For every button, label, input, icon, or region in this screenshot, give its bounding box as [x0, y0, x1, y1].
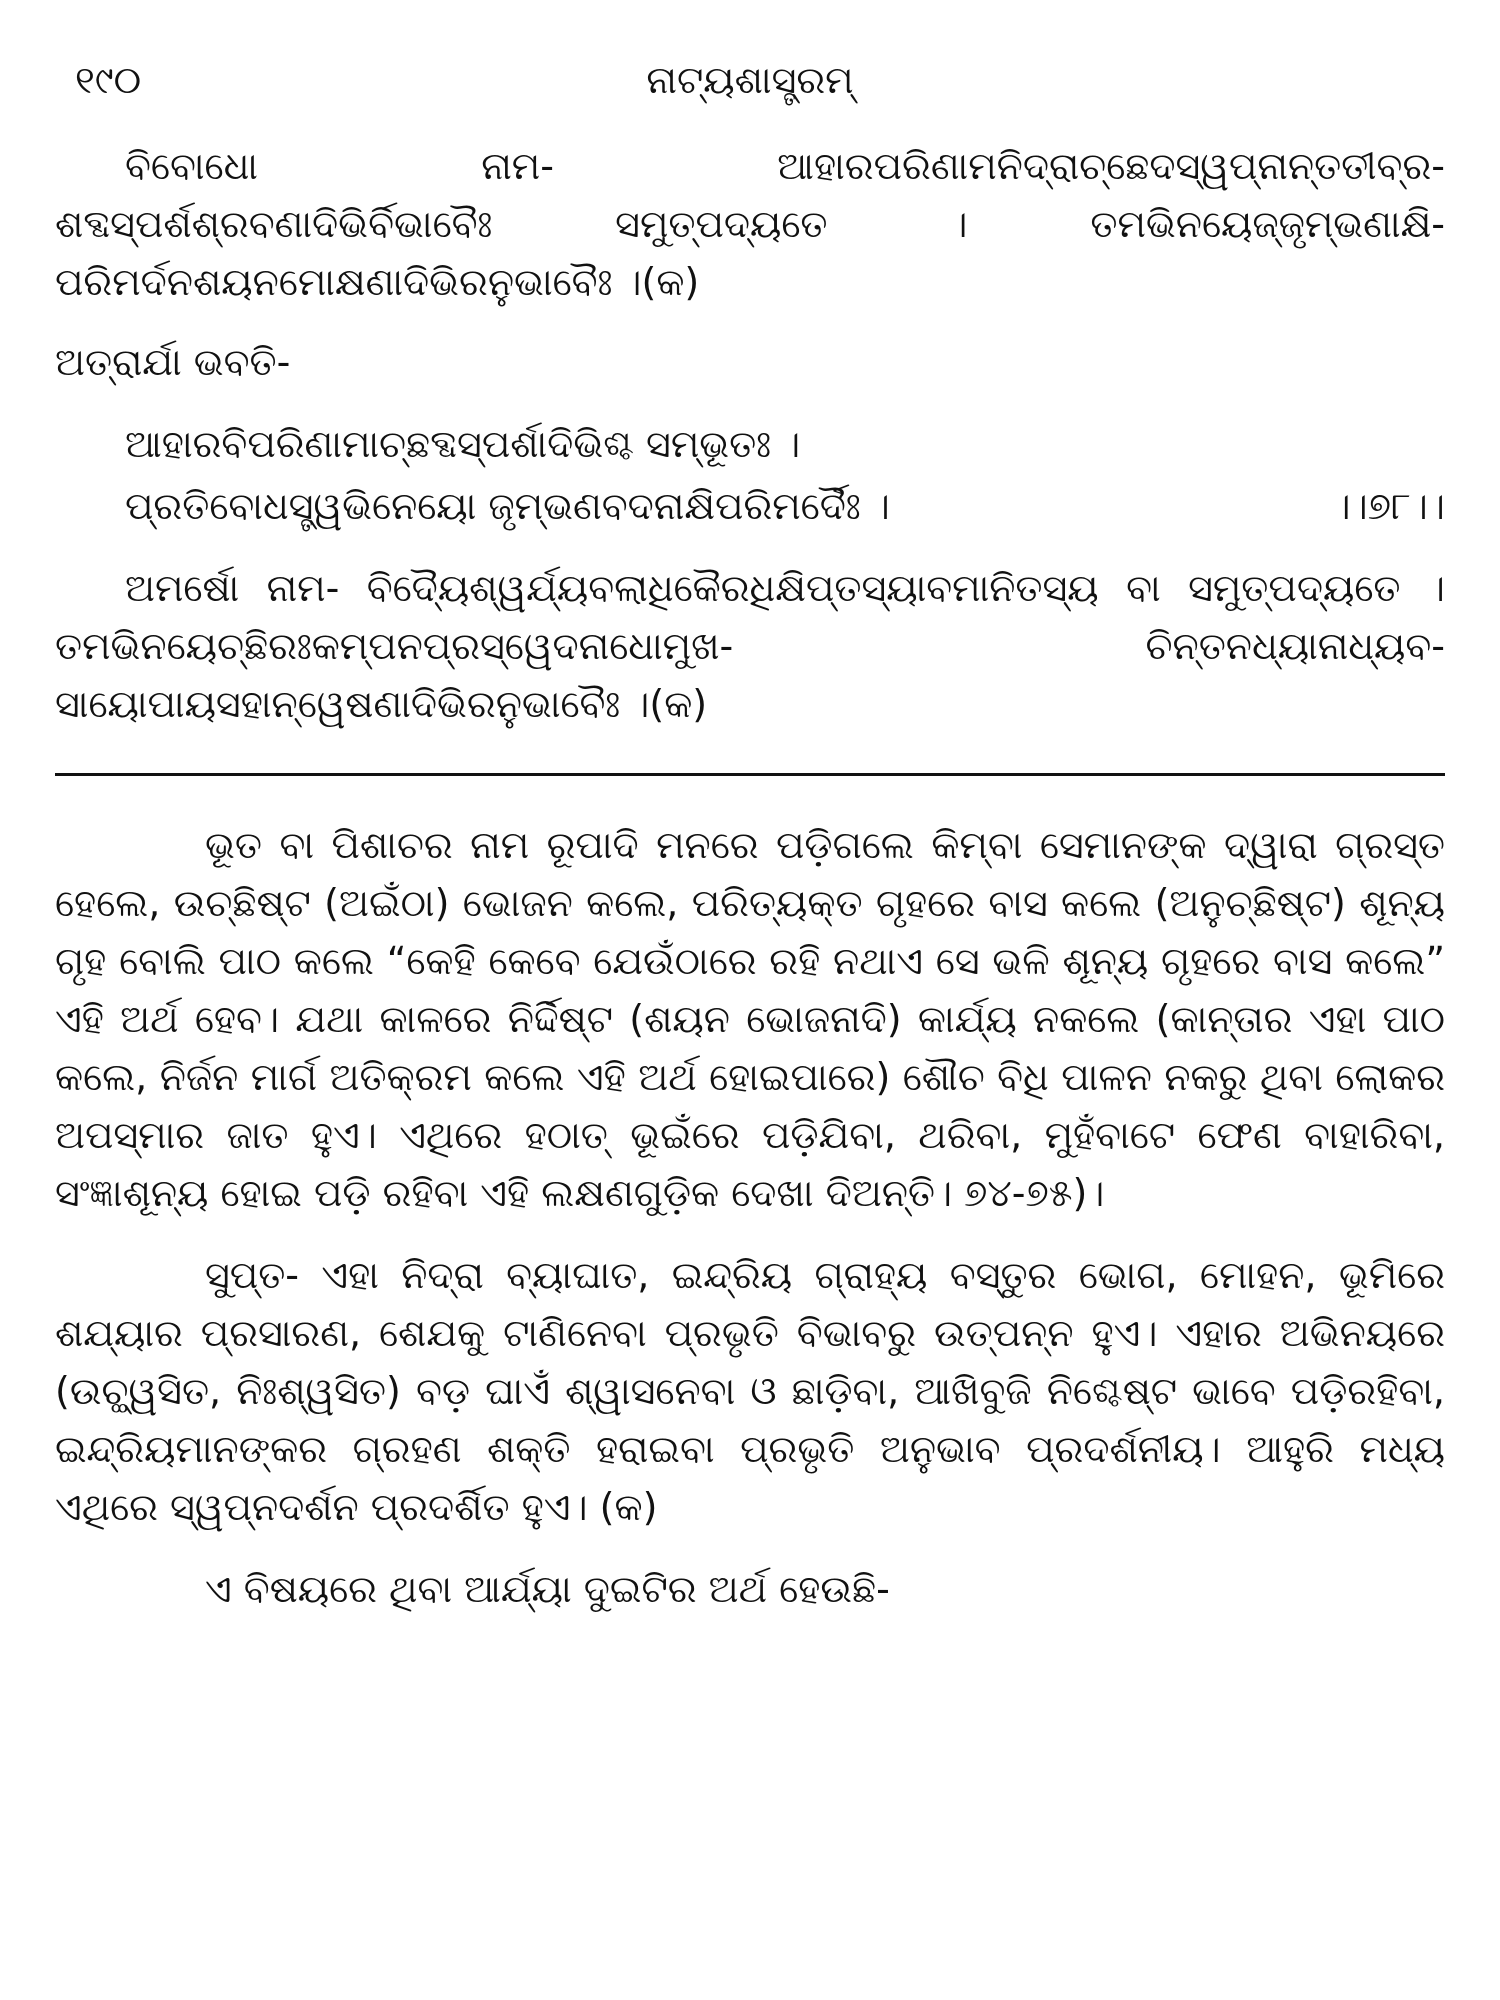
sanskrit-paragraph-vibodha: ବିବୋଧୋ ନାମ- ଆହାରପରିଣାମନିଦ୍ରାଚ୍ଛେଦସ୍ୱପ୍ନାନ୍ତତୀବ୍ର- ଶବ୍ଦସ୍ପର୍ଶଶ୍ରବଣାଦିଭିର୍ବିଭାବୈଃ ସମୁତ୍ପଦ୍ୟତେ । ତମଭିନୟେଜ୍ଜୃମ୍ଭଣାକ୍ଷି- ପରିମର୍ଦନଶୟନମୋକ୍ଷଣାଦିଭିରନୁଭାବୈଃ ।(କ) [55, 144, 1445, 304]
commentary-paragraph-3: ଏ ବିଷୟରେ ଥିବା ଆର୍ଯ୍ୟା ଦୁଇଟିର ଅର୍ଥ ହେଉଛି- [205, 1567, 890, 1611]
sanskrit-arya-intro: ଅତ୍ରାର୍ଯା ଭବତି- [55, 340, 291, 384]
verse-line-2 [125, 475, 1445, 537]
page-number: ୧୯୦ [75, 58, 142, 102]
sanskrit-text-block [55, 137, 1445, 733]
page-header [55, 45, 1445, 115]
commentary-paragraph-1: ଭୂତ ବା ପିଶାଚର ନାମ ରୂପାଦି ମନରେ ପଡ଼ିଗଲେ କିମ୍ବା ସେମାନଙ୍କ ଦ୍ୱାରା ଗ୍ରସ୍ତ ହେଲେ, ଉଚ୍ଛିଷ୍ଟ (ଅଇଁଠା) ଭୋଜନ କଲେ, ପରିତ୍ୟକ୍ତ ଗୃହରେ ବାସ କଲେ (ଅନୁଚ୍ଛିଷ୍ଟ) ଶୂନ୍ୟ ଗୃହ ବୋଲି ପାଠ କଲେ “କେହି କେବେ ଯେଉଁଠାରେ ରହି ନଥାଏ ସେ ଭଳି ଶୂନ୍ୟ ଗୃହରେ ବାସ କଲେ” ଏହି ଅର୍ଥ ହେବ। ଯଥା କାଳରେ ନିର୍ଦ୍ଦିଷ୍ଟ (ଶୟନ ଭୋଜନାଦି) କାର୍ଯ୍ୟ ନକଲେ (କାନ୍ତାର ଏହା ପାଠ କଲେ, ନିର୍ଜନ ମାର୍ଗ ଅତିକ୍ରମ କଲେ ଏହି ଅର୍ଥ ହୋଇପାରେ) ଶୌଚ ବିଧି ପାଳନ ନକରୁ ଥିବା ଲୋକର ଅପସ୍ମାର ଜାତ ହୁଏ। ଏଥିରେ ହଠାତ୍ ଭୂଇଁରେ ପଡ଼ିଯିବା, ଥରିବା, ମୁହଁବାଟେ ଫେଣ ବାହାରିବା, ସଂଜ୍ଞାଶୂନ୍ୟ ହୋଇ ପଡ଼ି ରହିବା ଏହି ଲକ୍ଷଣଗୁଡ଼ିକ ଦେଖା ଦିଅନ୍ତି। ୭୪-୭୫)। [55, 823, 1445, 1215]
section-divider [55, 773, 1445, 776]
verse-line-1: ଆହାରବିପରିଣାମାଚ୍ଛବ୍ଦସ୍ପର୍ଶାଦିଭିଶ୍ଚ ସମ୍ଭୂତଃ । [125, 422, 801, 466]
verse-number: ।।୭୮।। [1333, 484, 1445, 528]
running-title: ନାଟ୍ୟଶାସ୍ତ୍ରମ୍ [646, 58, 854, 102]
verse-block [55, 413, 1445, 537]
commentary-paragraph-2: ସୁପ୍ତ- ଏହା ନିଦ୍ରା ବ୍ୟାଘାତ, ଇନ୍ଦ୍ରିୟ ଗ୍ରାହ୍ୟ ବସ୍ତୁର ଭୋଗ, ମୋହନ, ଭୂମିରେ ଶଯ୍ୟାର ପ୍ରସାରଣ, ଶେଯକୁ ଟାଣିନେବା ପ୍ରଭୃତି ବିଭାବରୁ ଉତ୍ପନ୍ନ ହୁଏ। ଏହାର ଅଭିନୟରେ (ଉଚ୍ଛ୍ୱସିତ, ନିଃଶ୍ୱସିତ) ବଡ଼ ଘାଏଁ ଶ୍ୱାସନେବା ଓ ଛାଡ଼ିବା, ଆଖିବୁଜି ନିଶ୍ଚେଷ୍ଟ ଭାବେ ପଡ଼ିରହିବା, ଇନ୍ଦ୍ରିୟମାନଙ୍କର ଗ୍ରହଣ ଶକ୍ତି ହରାଇବା ପ୍ରଭୃତି ଅନୁଭାବ ପ୍ରଦର୍ଶନୀୟ। ଆହୁରି ମଧ୍ୟ ଏଥିରେ ସ୍ୱପ୍ନଦର୍ଶନ ପ୍ରଦର୍ଶିତ ହୁଏ। (କ) [55, 1253, 1445, 1529]
verse-line-2-text: ପ୍ରତିବୋଧସ୍ତ୍ୱଭିନେୟୋ ଜୃମ୍ଭଣବଦନାକ୍ଷିପରିମର୍ଦୈଃ । [125, 484, 890, 528]
sanskrit-paragraph-amarsha: ଅମର୍ଷୋ ନାମ- ବିଦ୍ୟୈଶ୍ୱର୍ଯ୍ୟବଲାଧିକୈରଧିକ୍ଷିପ୍ତସ୍ୟାବମାନିତସ୍ୟ ବା ସମୁତ୍ପଦ୍ୟତେ । ତମଭିନୟେଚ୍ଛିରଃକମ୍ପନପ୍ରସ୍ୱେଦନାଧୋମୁଖ- ଚିନ୍ତନଧ୍ୟାନାଧ୍ୟବ- ସାୟୋପାୟସହାନ୍ୱେଷଣାଦିଭିରନୁଭାବୈଃ ।(କ) [55, 566, 1445, 726]
odia-commentary [55, 816, 1445, 1618]
